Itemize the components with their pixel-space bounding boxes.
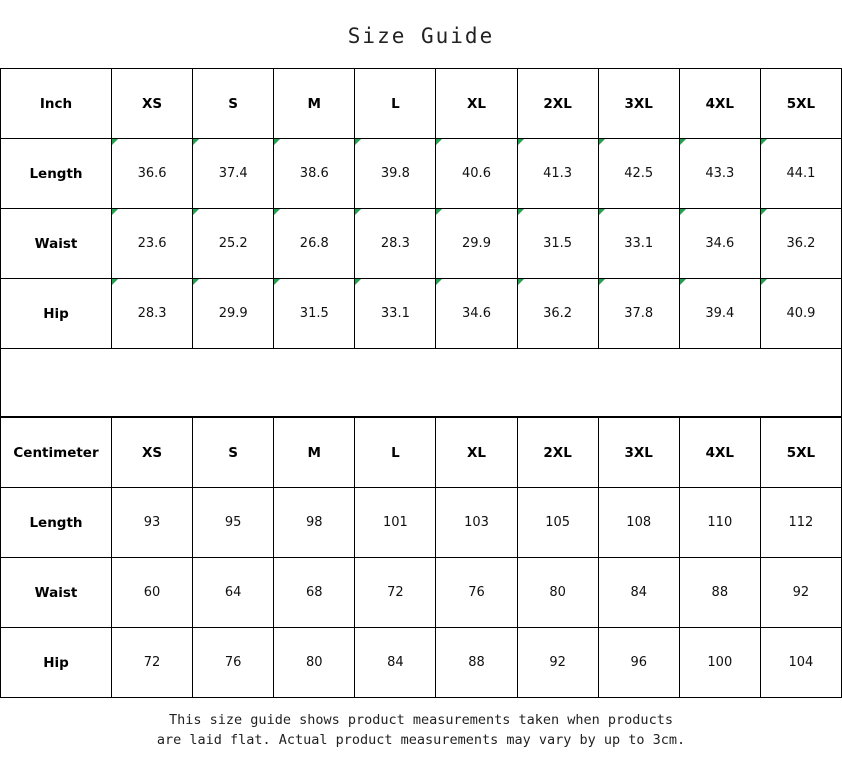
size-header-2xl-cm: 2XL — [517, 418, 598, 488]
table-header-row — [1, 418, 842, 488]
cell-length-2xl-inch: 41.3 — [517, 139, 598, 209]
cell-length-2xl-cm: 105 — [517, 488, 598, 558]
cell-waist-l-cm: 72 — [355, 558, 436, 628]
cell-length-3xl-inch: 42.5 — [598, 139, 679, 209]
size-header-xl: XL — [436, 69, 517, 139]
size-header-5xl: 5XL — [760, 69, 841, 139]
page-title: Size Guide — [347, 24, 495, 48]
cell-hip-4xl-cm: 100 — [679, 628, 760, 698]
cell-hip-s-cm: 76 — [193, 628, 274, 698]
cell-hip-5xl-inch: 40.9 — [760, 279, 841, 349]
size-header-xs-cm: XS — [112, 418, 193, 488]
size-header-3xl-cm: 3XL — [598, 418, 679, 488]
cell-waist-xl-cm: 76 — [436, 558, 517, 628]
cell-hip-s-inch: 29.9 — [193, 279, 274, 349]
table-row — [1, 488, 842, 558]
cell-waist-2xl-cm: 80 — [517, 558, 598, 628]
centimeter-size-table — [0, 417, 842, 698]
cell-hip-xs-inch: 28.3 — [112, 279, 193, 349]
table-row — [1, 628, 842, 698]
cell-waist-xl-inch: 29.9 — [436, 209, 517, 279]
table-row — [1, 558, 842, 628]
size-header-m: M — [274, 69, 355, 139]
note-line-1: This size guide shows product measurements taken when products — [169, 712, 673, 728]
table-header-row — [1, 69, 842, 139]
cell-length-s-cm: 95 — [193, 488, 274, 558]
size-header-3xl: 3XL — [598, 69, 679, 139]
table-row — [1, 279, 842, 349]
size-header-l-cm: L — [355, 418, 436, 488]
cell-hip-3xl-inch: 37.8 — [598, 279, 679, 349]
row-label-hip-inch: Hip — [1, 279, 112, 349]
cell-length-m-inch: 38.6 — [274, 139, 355, 209]
cell-length-5xl-inch: 44.1 — [760, 139, 841, 209]
cell-hip-xl-inch: 34.6 — [436, 279, 517, 349]
cell-waist-5xl-inch: 36.2 — [760, 209, 841, 279]
table-row — [1, 139, 842, 209]
cell-hip-3xl-cm: 96 — [598, 628, 679, 698]
table-separator — [0, 349, 842, 417]
cell-hip-4xl-inch: 39.4 — [679, 279, 760, 349]
cell-waist-m-inch: 26.8 — [274, 209, 355, 279]
size-header-s-cm: S — [193, 418, 274, 488]
size-header-5xl-cm: 5XL — [760, 418, 841, 488]
cell-length-s-inch: 37.4 — [193, 139, 274, 209]
size-guide-note — [0, 698, 842, 750]
cell-hip-m-cm: 80 — [274, 628, 355, 698]
cell-length-xl-inch: 40.6 — [436, 139, 517, 209]
cell-length-xl-cm: 103 — [436, 488, 517, 558]
cell-hip-xs-cm: 72 — [112, 628, 193, 698]
cell-waist-2xl-inch: 31.5 — [517, 209, 598, 279]
cell-waist-l-inch: 28.3 — [355, 209, 436, 279]
cell-hip-2xl-inch: 36.2 — [517, 279, 598, 349]
cell-length-5xl-cm: 112 — [760, 488, 841, 558]
row-label-length-inch: Length — [1, 139, 112, 209]
row-label-length-cm: Length — [1, 488, 112, 558]
unit-header-inch: Inch — [1, 69, 112, 139]
cell-waist-4xl-inch: 34.6 — [679, 209, 760, 279]
table-row — [1, 209, 842, 279]
row-label-waist-cm: Waist — [1, 558, 112, 628]
cell-length-4xl-cm: 110 — [679, 488, 760, 558]
cell-waist-5xl-cm: 92 — [760, 558, 841, 628]
cell-waist-m-cm: 68 — [274, 558, 355, 628]
unit-header-cm: Centimeter — [1, 418, 112, 488]
cell-length-xs-inch: 36.6 — [112, 139, 193, 209]
size-header-s: S — [193, 69, 274, 139]
cell-waist-3xl-cm: 84 — [598, 558, 679, 628]
cell-length-m-cm: 98 — [274, 488, 355, 558]
note-line-2: are laid flat. Actual product measurements may vary by up to 3cm. — [156, 732, 686, 748]
size-header-xs: XS — [112, 69, 193, 139]
cell-length-3xl-cm: 108 — [598, 488, 679, 558]
size-header-l: L — [355, 69, 436, 139]
cell-waist-s-cm: 64 — [193, 558, 274, 628]
cell-waist-3xl-inch: 33.1 — [598, 209, 679, 279]
cell-length-l-cm: 101 — [355, 488, 436, 558]
cell-hip-2xl-cm: 92 — [517, 628, 598, 698]
cell-waist-4xl-cm: 88 — [679, 558, 760, 628]
cell-waist-s-inch: 25.2 — [193, 209, 274, 279]
cell-hip-l-cm: 84 — [355, 628, 436, 698]
cell-waist-xs-cm: 60 — [112, 558, 193, 628]
size-header-xl-cm: XL — [436, 418, 517, 488]
inch-size-table — [0, 68, 842, 349]
size-header-m-cm: M — [274, 418, 355, 488]
cell-hip-m-inch: 31.5 — [274, 279, 355, 349]
row-label-hip-cm: Hip — [1, 628, 112, 698]
cell-length-xs-cm: 93 — [112, 488, 193, 558]
cell-waist-xs-inch: 23.6 — [112, 209, 193, 279]
cell-length-l-inch: 39.8 — [355, 139, 436, 209]
size-header-4xl: 4XL — [679, 69, 760, 139]
row-label-waist-inch: Waist — [1, 209, 112, 279]
size-header-2xl: 2XL — [517, 69, 598, 139]
cell-length-4xl-inch: 43.3 — [679, 139, 760, 209]
cell-hip-5xl-cm: 104 — [760, 628, 841, 698]
size-header-4xl-cm: 4XL — [679, 418, 760, 488]
cell-hip-xl-cm: 88 — [436, 628, 517, 698]
cell-hip-l-inch: 33.1 — [355, 279, 436, 349]
